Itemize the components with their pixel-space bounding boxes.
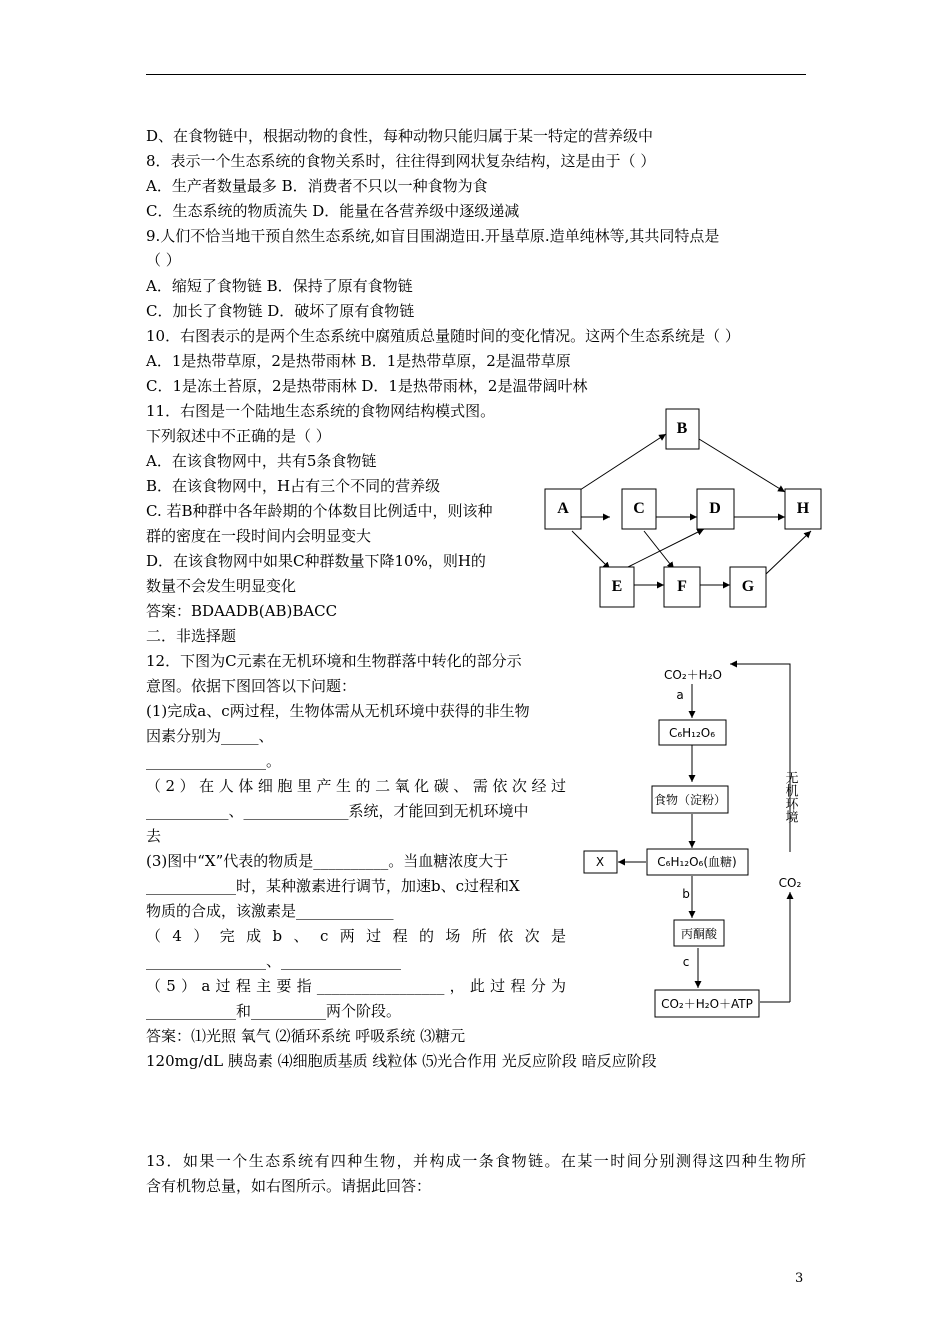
header-rule	[146, 74, 806, 75]
q9-options-ab: A．缩短了食物链 B．保持了原有食物链	[146, 277, 413, 295]
q11-option-c: C. 若B种群中各年龄期的个体数目比例适中，则该种	[146, 502, 493, 520]
node-b-label: B	[676, 420, 688, 437]
q12-part4-blanks: ________________、________________	[146, 952, 402, 970]
q12-part3-end: 物质的合成，该激素是_____________	[146, 902, 394, 920]
node-e-label: E	[611, 578, 623, 595]
section-heading: 二．非选择题	[146, 627, 237, 645]
q8-options-cd: C．生态系统的物质流失 D．能量在各营养级中逐级递减	[146, 202, 520, 220]
edge-c-f	[644, 531, 674, 569]
node-a	[545, 489, 581, 529]
q10-line: 10．右图表示的是两个生态系统中腐殖质总量随时间的变化情况。这两个生态系统是（ ）	[146, 327, 740, 345]
node-h-label: H	[796, 500, 810, 517]
q13-line-cont: 含有机物总量，如右图所示。请据此回答：	[146, 1177, 432, 1195]
q12-part3: (3)图中“X”代表的物质是__________。当血糖浓度大于	[146, 852, 509, 870]
label-a: a	[676, 688, 684, 702]
box-blood-glucose-label: C₆H₁₂O₆(血糖)	[657, 855, 737, 869]
q12-line: 意图。依据下图回答以下问题：	[146, 677, 357, 695]
box-x-label: X	[595, 855, 605, 869]
node-e	[600, 567, 634, 607]
q11-option-d: D．在该食物网中如果C种群数量下降10%，则H的	[146, 552, 486, 570]
node-c	[622, 489, 656, 529]
box-glucose	[659, 720, 726, 745]
box-pyruvate	[674, 920, 724, 946]
q12-part5-cont: ____________和__________两个阶段。	[146, 1002, 402, 1020]
node-g-label: G	[741, 578, 755, 595]
side-label-co2: CO₂	[778, 876, 802, 890]
q12-part3-cont: ____________时，某种激素进行调节，加速b、c过程和X	[146, 877, 520, 895]
box-pyruvate-label: 丙酮酸	[680, 927, 718, 941]
q11-line: 11．右图是一个陆地生态系统的食物网结构模式图。	[146, 402, 496, 420]
edge-a-b	[580, 434, 666, 490]
label-b: b	[682, 887, 690, 901]
node-a-label: A	[557, 500, 569, 517]
q8-line: 8．表示一个生态系统的食物关系时，往往得到网状复杂结构，这是由于（ ）	[146, 152, 656, 170]
q13-line: 13．如果一个生态系统有四种生物，并构成一条食物链。在某一时间分别测得这四种生物所	[146, 1152, 806, 1170]
node-d	[697, 489, 734, 529]
edge-a-e	[572, 531, 610, 569]
page-number: 3	[795, 1271, 804, 1286]
node-c-label: C	[633, 500, 645, 517]
q12-part1: (1)完成a、c两过程，生物体需从无机环境中获得的非生物	[146, 702, 530, 720]
box-starch-label: 食物（淀粉）	[653, 793, 727, 807]
q9-options-cd: C．加长了食物链 D．破坏了原有食物链	[146, 302, 415, 320]
node-f-label: F	[677, 578, 687, 595]
q11-option-d-cont: 数量不会发生明显变化	[146, 577, 297, 595]
q12-part1-blank: ________________。	[146, 752, 282, 770]
arrow-return	[730, 664, 790, 852]
q12-part5: （5）a过程主要指_________________，此过程分为	[146, 977, 566, 995]
label-c: c	[682, 955, 690, 969]
q11-option-b: B．在该食物网中，H占有三个不同的营养级	[146, 477, 441, 495]
box-x	[584, 851, 617, 873]
q9-paren: （ ）	[146, 251, 181, 269]
q12-part1-cont: 因素分别为_____、	[146, 727, 274, 745]
box-final	[655, 990, 759, 1017]
q12-answer-cont: 120mg/dL 胰岛素 ⑷细胞质基质 线粒体 ⑸光合作用 光反应阶段 暗反应阶段	[146, 1052, 657, 1070]
q10-options-cd: C．1是冻土苔原，2是热带雨林 D．1是热带雨林，2是温带阔叶林	[146, 377, 588, 395]
q11-prompt: 下列叙述中不正确的是（ ）	[146, 427, 331, 445]
q12-part2-end: 去	[146, 827, 162, 845]
node-d-label: D	[709, 500, 721, 517]
edge-g-h	[766, 531, 811, 574]
box-blood-glucose	[647, 849, 748, 875]
q12-answer: 答案：⑴光照 氧气 ⑵循环系统 呼吸系统 ⑶糖元	[146, 1027, 466, 1045]
q9-line: 9.人们不恰当地干预自然生态系统,如盲目围湖造田.开垦草原.造单纯林等,其共同特点是	[146, 227, 720, 245]
q11-option-a: A．在该食物网中，共有5条食物链	[146, 452, 377, 470]
node-h	[785, 489, 821, 529]
edge-e-d	[628, 529, 704, 567]
q12-part2: （2）在人体细胞里产生的二氧化碳、需依次经过	[146, 777, 566, 795]
node-g	[730, 567, 766, 607]
q12-part2-cont: ___________、______________系统，才能回到无机环境中	[146, 802, 529, 820]
q12-line: 12．下图为C元素在无机环境和生物群落中转化的部分示	[146, 652, 522, 670]
node-f	[664, 567, 700, 607]
co2-h2o-label: CO₂＋H₂O	[664, 668, 722, 682]
node-b	[666, 409, 699, 449]
box-glucose-label: C₆H₁₂O₆	[668, 726, 716, 740]
text-line: D、在食物链中，根据动物的食性，每种动物只能归属于某一特定的营养级中	[146, 127, 654, 145]
q10-options-ab: A．1是热带草原，2是热带雨林 B．1是热带草原，2是温带草原	[146, 352, 571, 370]
q12-part4: （4）完成b、c两过程的场所依次是	[146, 927, 566, 945]
carbon-cycle-diagram	[580, 655, 815, 1025]
edge-b-h	[699, 439, 785, 492]
side-label-inorganic: 无机环境	[782, 771, 798, 823]
box-starch	[652, 786, 728, 813]
q8-options-ab: A．生产者数量最多 B．消费者不只以一种食物为食	[146, 177, 488, 195]
food-web-diagram	[535, 400, 835, 620]
q11-option-c-cont: 群的密度在一段时间内会明显变大	[146, 527, 372, 545]
box-final-label: CO₂＋H₂O＋ATP	[661, 997, 753, 1011]
answer-line: 答案：BDAADB(AB)BACC	[146, 602, 338, 620]
